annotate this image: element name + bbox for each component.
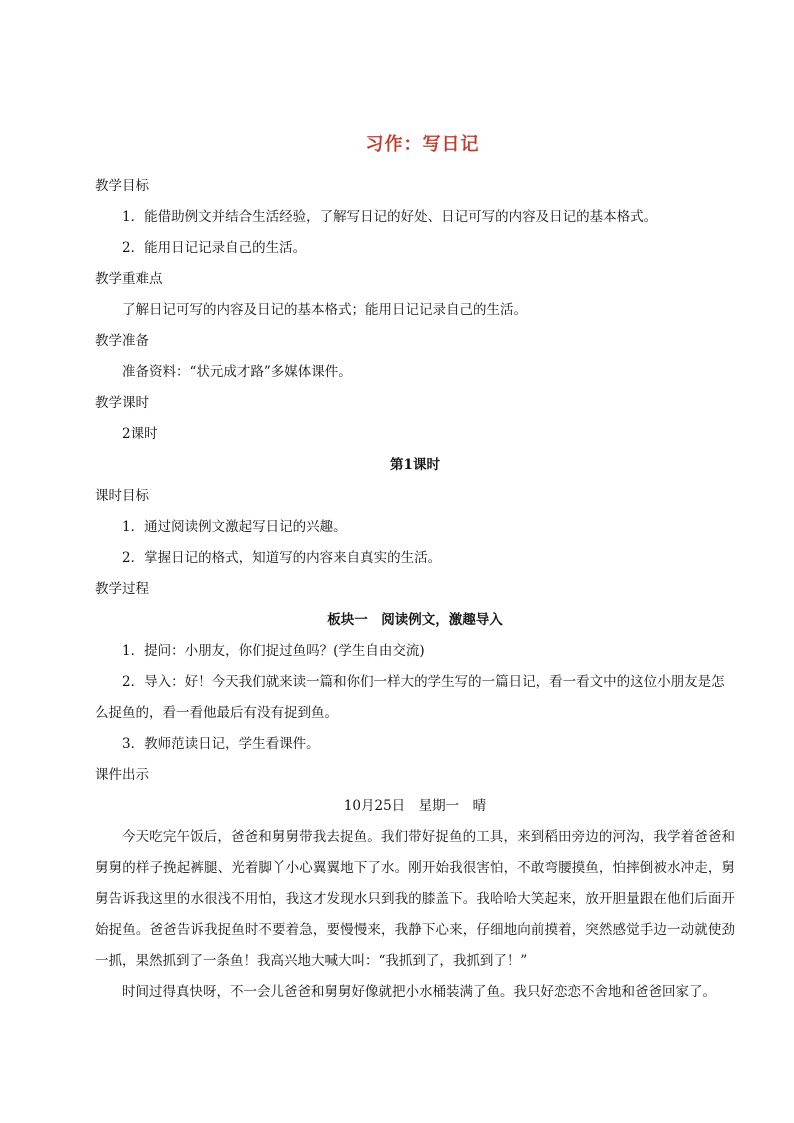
block-title: 板块一 阅读例文，激趣导入: [327, 612, 503, 628]
class-hours-text: 2课时: [122, 426, 158, 442]
preparation-text: 准备资料：“状元成才路”多媒体课件。: [122, 364, 352, 380]
key-points-heading: 教学重难点: [95, 271, 163, 287]
page-title: 习作：写日记: [365, 134, 480, 155]
diary-paragraph: 时间过得真快呀，不一会儿爸爸和舅舅好像就把小水桶装满了鱼。我只好恋恋不舍地和爸爸回家了。: [122, 984, 716, 1000]
process-heading: 教学过程: [95, 581, 149, 597]
goals-heading: 教学目标: [95, 178, 149, 194]
key-points-text: 了解日记可写的内容及日记的基本格式；能用日记记录自己的生活。: [122, 302, 527, 318]
document-body: [95, 130, 735, 1008]
class-hours-heading: 教学课时: [95, 395, 149, 411]
courseware-heading: 课件出示: [95, 767, 149, 783]
diary-date: 10月25日 星期一 晴: [343, 798, 487, 814]
step-item: 2．导入：好！今天我们就来读一篇和你们一样大的学生写的一篇日记，看一看文中的这位小朋友是怎么捉鱼的，看一看他最后有没有捉到鱼。: [95, 674, 725, 721]
lesson-title: 第1课时: [390, 457, 440, 473]
goal-item: 1．能借助例文并结合生活经验，了解写日记的好处、日记可写的内容及日记的基本格式。: [122, 209, 658, 225]
lesson-goals-heading: 课时目标: [95, 488, 149, 504]
step-item: 3．教师范读日记，学生看课件。: [122, 736, 320, 752]
diary-paragraph: 今天吃完午饭后，爸爸和舅舅带我去捉鱼。我们带好捉鱼的工具，来到稻田旁边的河沟，我学着爸爸和舅舅的样子挽起裤腿、光着脚丫小心翼翼地下了水。刚开始我很害怕，不敢弯腰摸鱼，怕摔倒被水冲走，舅舅告诉我这里的水很浅不用怕，我这才发现水只到我的膝盖下。我哈哈大笑起来，放开胆量跟在他们后面开始捉鱼。爸爸告诉我捉鱼时不要着急，要慢慢来，我静下心来，仔细地向前摸着，突然感觉手边一动就使劲一抓，果然抓到了一条鱼！我高兴地大喊大叫：“我抓到了，我抓到了！”: [95, 829, 735, 969]
step-item: 1．提问：小朋友，你们捉过鱼吗？(学生自由交流): [122, 643, 425, 659]
lesson-goal-item: 1．通过阅读例文激起写日记的兴趣。: [122, 519, 347, 535]
lesson-goal-item: 2．掌握日记的格式，知道写的内容来自真实的生活。: [122, 550, 442, 566]
preparation-heading: 教学准备: [95, 333, 149, 349]
goal-item: 2．能用日记记录自己的生活。: [122, 240, 307, 256]
